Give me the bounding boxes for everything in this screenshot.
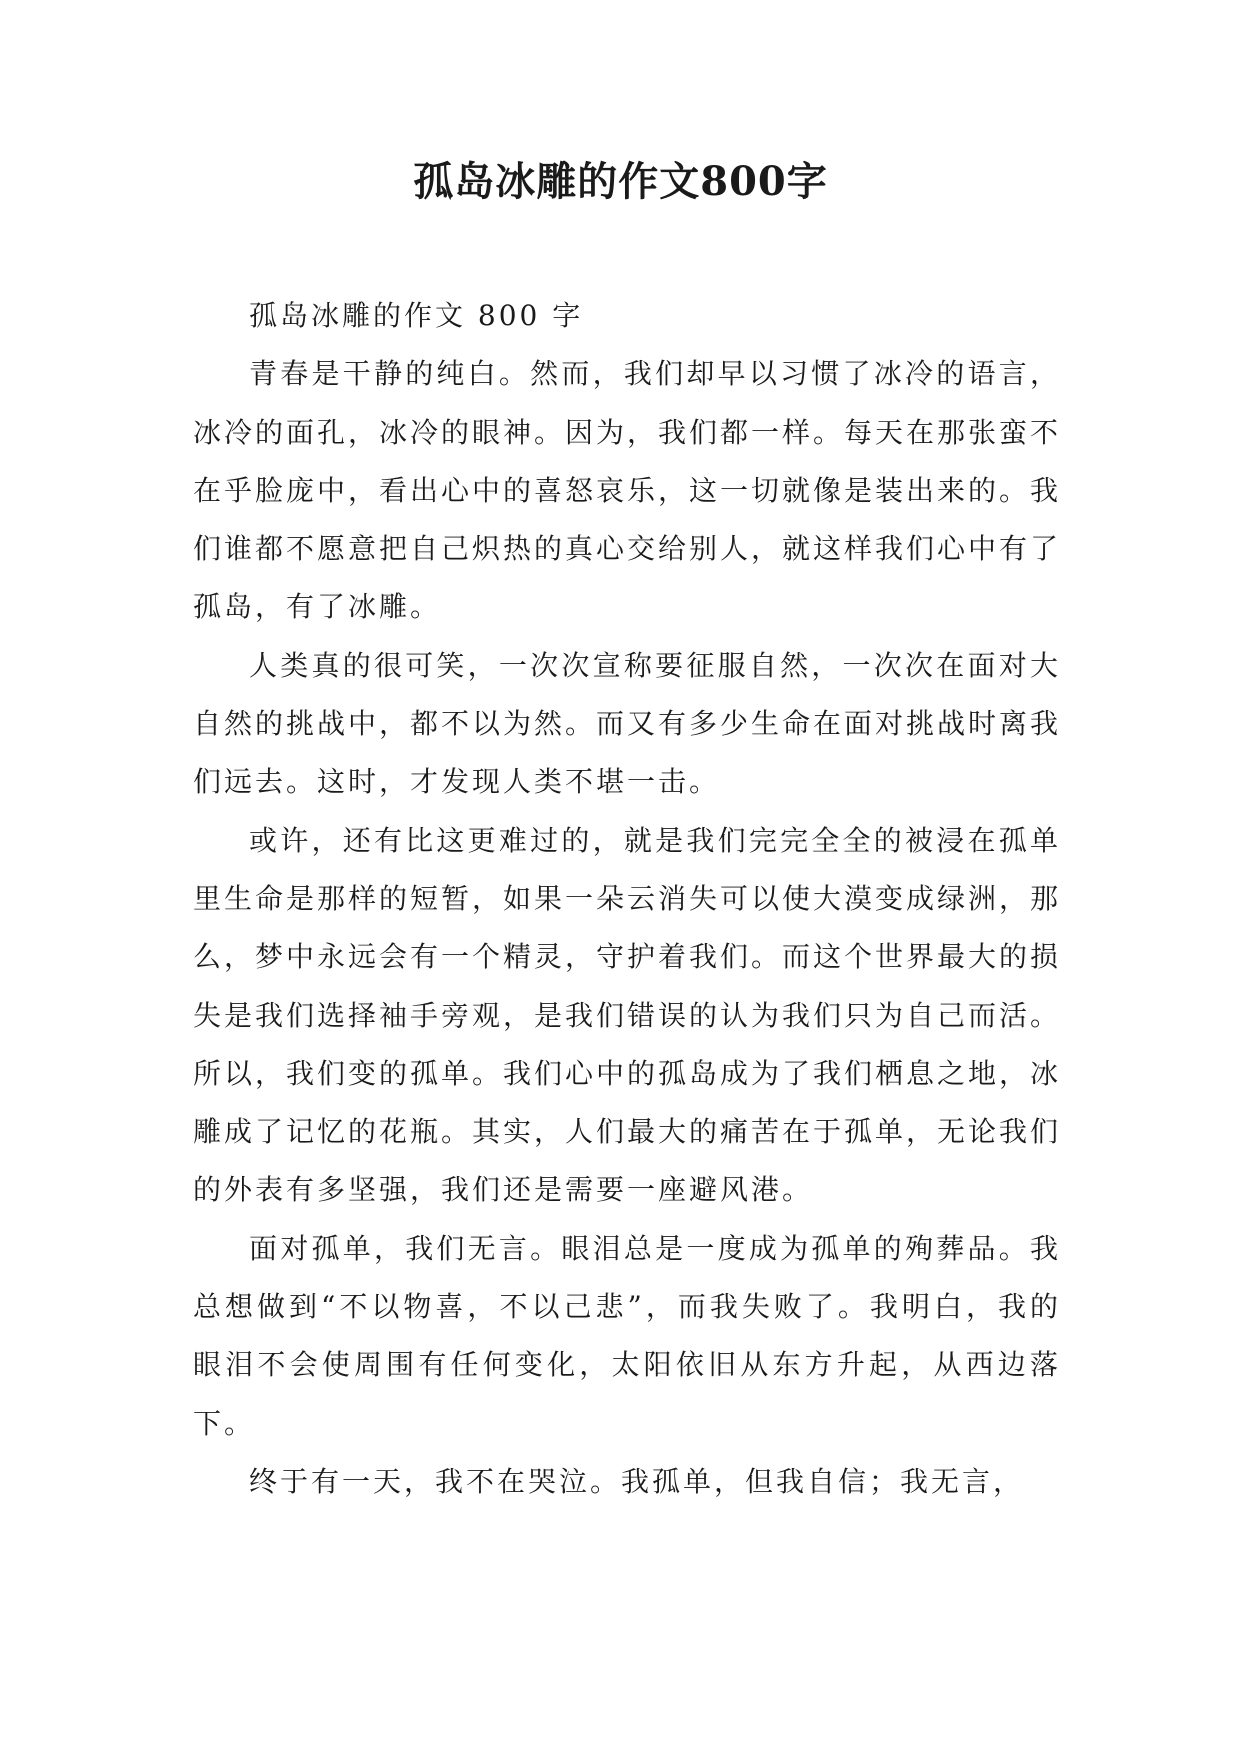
paragraph: 面对孤单，我们无言。眼泪总是一度成为孤单的殉葬品。我总想做到“不以物喜，不以己悲”，而我失败了。我明白，我的眼泪不会使周围有任何变化，太阳依旧从东方升起，从西边落下。 bbox=[193, 1231, 1061, 1440]
paragraph: 终于有一天，我不在哭泣。我孤单，但我自信；我无言， bbox=[249, 1464, 1025, 1498]
document-title: 孤岛冰雕的作文800字 bbox=[413, 158, 828, 205]
paragraph-subtitle: 孤岛冰雕的作文 800 字 bbox=[249, 299, 584, 332]
paragraph: 青春是干静的纯白。然而，我们却早以习惯了冰冷的语言，冰冷的面孔，冰冷的眼神。因为，我们都一样。每天在那张蛮不在乎脸庞中，看出心中的喜怒哀乐，这一切就像是装出来的。我们谁都不愿意把自己炽热的真心交给别人，就这样我们心中有了孤岛，有了冰雕。 bbox=[193, 357, 1062, 624]
document-body bbox=[193, 287, 1061, 1511]
paragraph: 或许，还有比这更难过的，就是我们完完全全的被浸在孤单里生命是那样的短暂，如果一朵云消失可以使大漠变成绿洲，那么，梦中永远会有一个精灵，守护着我们。而这个世界最大的损失是我们选择袖手旁观，是我们错误的认为我们只为自己而活。所以，我们变的孤单。我们心中的孤岛成为了我们栖息之地，冰雕成了记忆的花瓶。其实，人们最大的痛苦在于孤单，无论我们的外表有多坚强，我们还是需要一座避风港。 bbox=[193, 823, 1062, 1207]
paragraph: 人类真的很可笑，一次次宣称要征服自然，一次次在面对大自然的挑战中，都不以为然。而又有多少生命在面对挑战时离我们远去。这时，才发现人类不堪一击。 bbox=[193, 648, 1062, 799]
